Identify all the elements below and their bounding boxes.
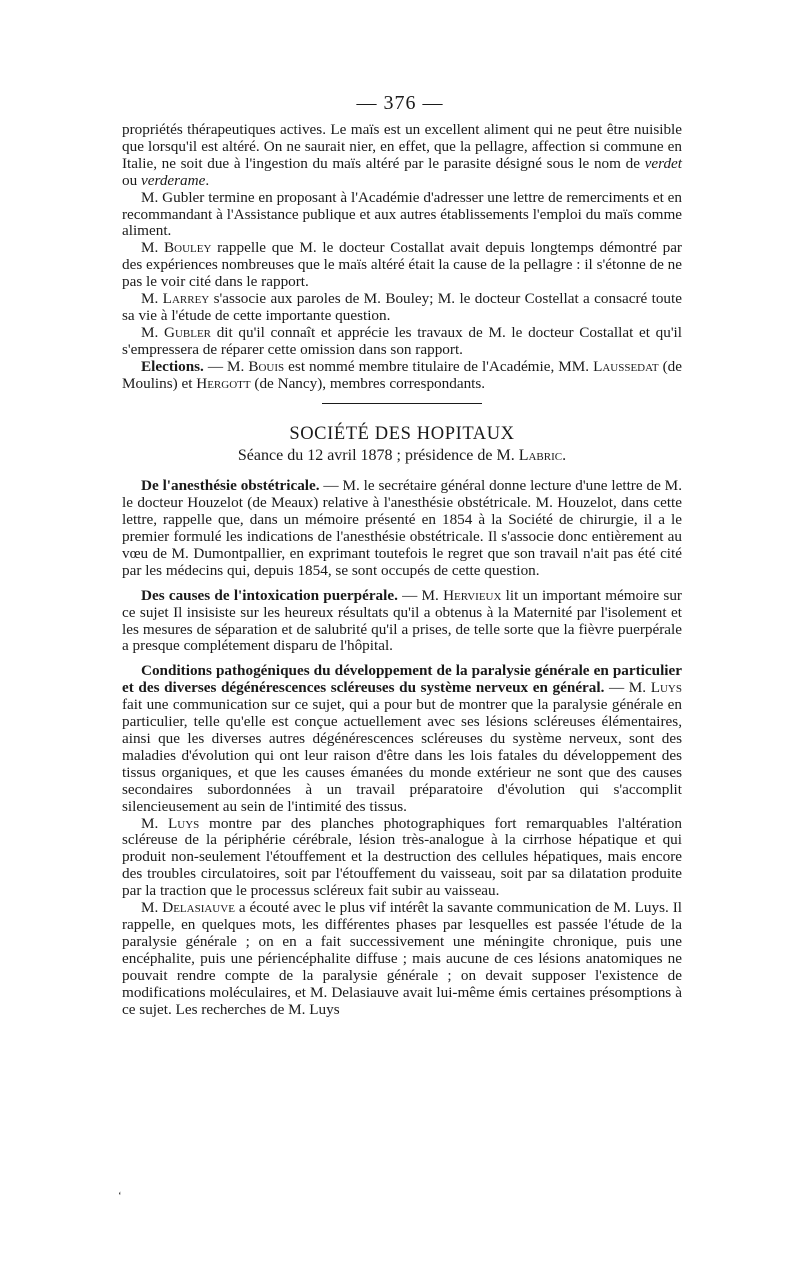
paragraph-text: — M.: [397, 586, 444, 604]
section-divider: [322, 403, 482, 404]
paragraph-mais: [122, 122, 682, 190]
speaker-name: Hervieux: [443, 586, 502, 604]
paragraph-larrey: M. Larrey s'associe aux paroles de M. Bouley; M. le docteur Costellat a consacré toute sa vie à l'étude de cette importante question.: [122, 290, 682, 324]
session-line: [122, 448, 682, 465]
paragraph-text: (de Nancy), membres correspondants.: [250, 374, 486, 392]
speaker-name: Luys: [168, 814, 200, 832]
section-title: SOCIÉTÉ DES HOPITAUX: [289, 423, 515, 444]
speaker-name: Larrey: [162, 290, 210, 308]
member-name: Bouis: [248, 357, 285, 375]
paragraph-text: propriétés thérapeutiques actives. Le maïs est un excellent aliment qui ne peut être nuisible que lorsqu'il est altéré. On ne saurait nier, en effet, que la pellagre, affection si commune en Italie, ne soit due à l'ingestion du maïs altéré par le parasite désigné sous le nom de: [122, 121, 682, 172]
paragraph-text: dit qu'il connaît et apprécie les travaux de M. le docteur Costallat et qu'il s'empressera de réparer cette omission dans son rapport.: [122, 323, 682, 358]
session-text: Séance du 12 avril 1878 ; présidence de M.: [237, 447, 519, 465]
paragraph-text: fait une communication sur ce sujet, qui a pour but de montrer que la paralysie générale en particulier, telle qu'elle est conçue actuellement avec ses lésions scléreuses élémentaires, ainsi que les diverses autres dégénérescences scléreuses du système nerveux, sont des maladies d'évolution qui ont leur raison d'être dans les lois fatales du développement des tissus organiques, et que les causes émanées du monde extérieur ne sont que des causes secondaires subordonnées à un travail préparatoire d'évolution qui s'accomplit silencieusement au sein de l'intimité des tissus.: [122, 696, 682, 815]
paragraph-text: (de Moulins) et: [122, 357, 682, 392]
paragraph-text: — M.: [604, 679, 651, 697]
paragraph-intoxication: [122, 588, 682, 656]
president-name: Labric: [518, 447, 563, 465]
paragraph-text: s'associe aux paroles de M. Bouley; M. le docteur Costellat a consacré toute sa vie à l'étude de cette importante question.: [122, 290, 682, 324]
speaker-name: Bouley: [164, 239, 212, 257]
run-in-heading: Des causes de l'intoxication puerpérale.: [141, 586, 398, 604]
speaker-name: Luys: [650, 679, 682, 697]
italic-term: verderame: [140, 171, 206, 189]
text-column: [122, 122, 682, 1018]
paragraph-text: — M.: [203, 357, 249, 375]
paragraph-text: ou: [122, 171, 141, 189]
paragraph-elections: [122, 359, 682, 393]
speaker-name: Delasiauve: [162, 899, 235, 917]
paragraph-text: M.: [141, 814, 169, 832]
paragraph-text: est nommé membre titulaire de l'Académie, MM.: [284, 357, 594, 375]
paragraph-conditions: [122, 663, 682, 815]
paragraph-luys-planches: [122, 816, 682, 901]
member-name: Laussedat: [593, 357, 659, 375]
paragraph-text: a écouté avec le plus vif intérêt la savante communication de M. Luys. Il rappelle, en quelques mots, les différentes phases par lesquelles est passée l'étude de la paralysie générale ; on en a fait successivement une méningite chronique, puis une encéphalite, puis une périencéphalite diffuse ; mais aucune de ces lésions anatomiques ne pouvait rendre compte de la paralysie générale ; on devait supposer l'existence de modifications moléculaires, et M. Delasiauve avait lui-même émis certaines présomptions à ce sujet. Les recherches de M. Luys: [122, 899, 682, 1018]
run-in-heading: Elections.: [141, 357, 204, 375]
paragraph-anesthesie: [122, 478, 682, 579]
paragraph-gubler-conclusion: M. Gubler termine en proposant à l'Académie d'adresser une lettre de remerciments et en recommandant à l'Assistance publique et aux autres établissements l'emploi du maïs comme aliment.: [122, 188, 682, 240]
paragraph-text: .: [205, 171, 210, 189]
speaker-name: Gubler: [164, 323, 212, 341]
run-in-heading: De l'anesthésie obstétricale.: [141, 477, 320, 495]
page-number: — 376 —: [356, 92, 444, 114]
paragraph-gubler-reply: M. Gubler dit qu'il connaît et apprécie les travaux de M. le docteur Costallat et qu'il s'empressera de réparer cette omission dans son rapport.: [122, 323, 682, 358]
stray-ink-mark: ‘: [118, 1190, 122, 1202]
paragraph-text: M.: [141, 899, 163, 917]
session-text: .: [562, 447, 567, 465]
run-in-heading: Conditions pathogéniques du développement de la paralysie générale en particulier et des diverses dégénérescences scléreuses du système nerveux en général.: [122, 662, 682, 697]
paragraph-text: — M. le secrétaire général donne lecture d'une lettre de M. le docteur Houzelot (de Meaux) relative à l'anesthésie obstétricale. M. Houzelot, dans cette lettre, rappelle que, dans un mémoire présenté en 1854 à la Société de chirurgie, il a le premier formulé les indications de l'anesthésie obstétricale. Il s'associe donc entièrement au vœu de M. Dumontpallier, en exprimant toutefois le regret que son travail n'ait pas été cité par les médecins qui, depuis 1854, se sont occupés de cette question.: [122, 477, 682, 579]
paragraph-text: rappelle que M. le docteur Costallat avait depuis longtemps démontré par des expériences nombreuses que le maïs altéré était la cause de la pellagre : il s'étonne de ne pas le voir cité dans le rapport.: [122, 239, 682, 291]
paragraph-delasiauve: [122, 900, 682, 1018]
member-name: Hergott: [196, 374, 251, 392]
italic-term: verdet: [644, 154, 682, 172]
paragraph-text: lit un important mémoire sur ce sujet Il insisiste sur les heureux résultats qu'il a obtenus à la Maternité par l'isolement et les mesures de séparation et de salubrité qu'il a prises, de telle sorte que la fièvre puerpérale a presque complétement disparu de l'hôpital.: [122, 586, 682, 655]
paragraph-text: montre par des planches photographiques fort remarquables l'altération scléreuse de la périphérie cérébrale, lésion très-analogue à la cirrhose hépatique et qui produit non-seulement l'étouffement et la destruction des cellules hépatiques, mais encore des troubles circulatoires, soit par l'étouffement du vaisseau, soit par sa dilatation produite par la traction que le processus scléreux fait subir au vaisseau.: [122, 814, 682, 900]
paragraph-bouley: M. Bouley rappelle que M. le docteur Costallat avait depuis longtemps démontré par des expériences nombreuses que le maïs altéré était la cause de la pellagre : il s'étonne de ne pas le voir cité dans le rapport.: [122, 239, 682, 291]
